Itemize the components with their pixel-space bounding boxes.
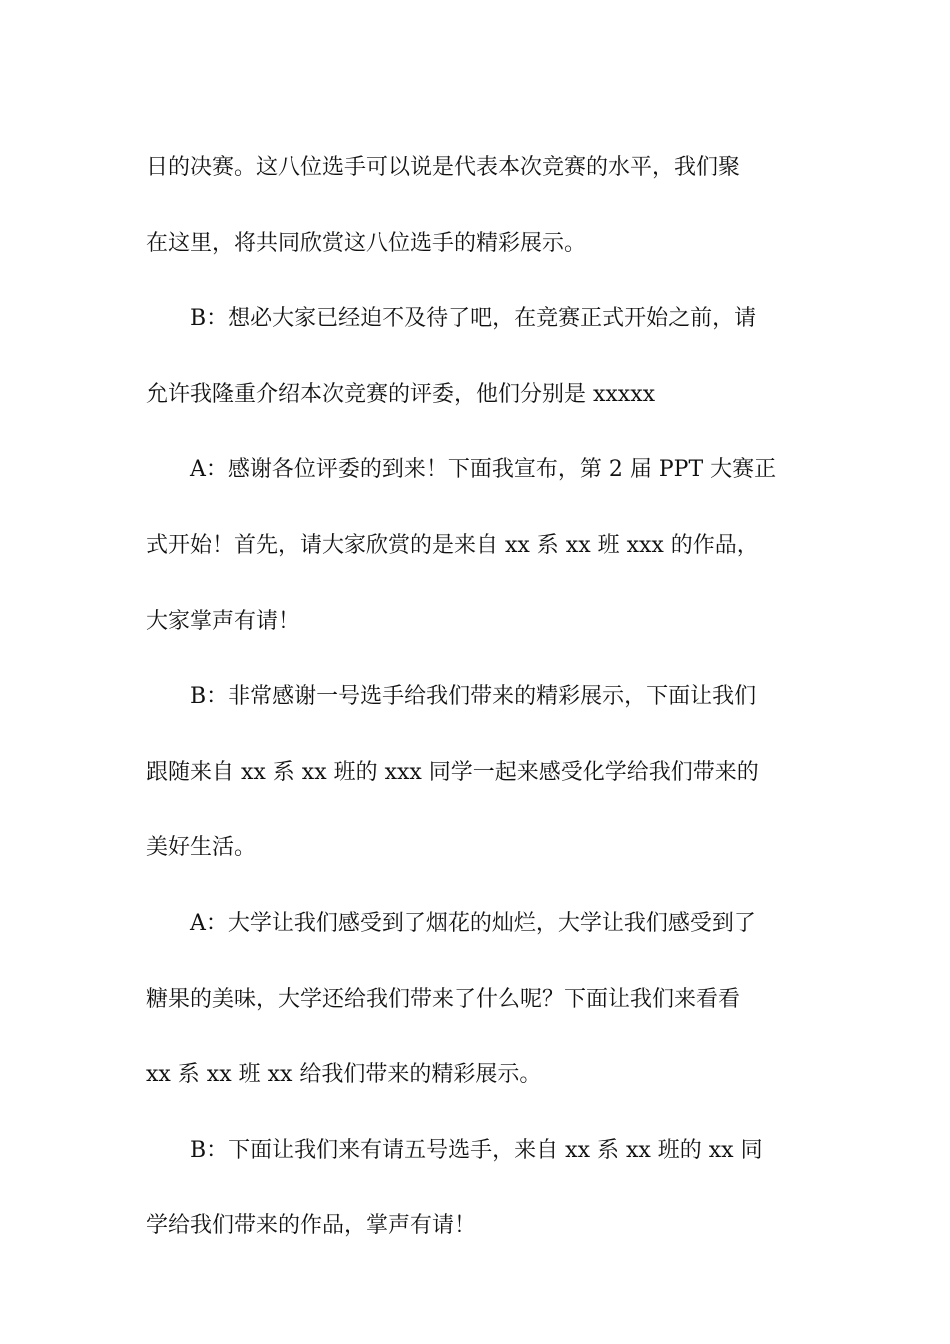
text-line: xx 系 xx 班 xx 给我们带来的精彩展示。	[146, 1062, 542, 1088]
text-line: A：感谢各位评委的到来！下面我宣布，第 2 届 PPT 大赛正	[190, 457, 777, 483]
text-line: B：想必大家已经迫不及待了吧，在竞赛正式开始之前，请	[190, 306, 757, 332]
text-line: 跟随来自 xx 系 xx 班的 xxx 同学一起来感受化学给我们带来的	[146, 759, 759, 785]
paragraph-host-a-university	[146, 886, 806, 1113]
text-line: 大家掌声有请！	[146, 608, 301, 634]
paragraph-host-b-fifth	[146, 1113, 806, 1264]
paragraph-host-b-second	[146, 659, 806, 886]
text-line: 允许我隆重介绍本次竞赛的评委，他们分别是 xxxxx	[146, 381, 656, 407]
text-line: B：下面让我们来有请五号选手，来自 xx 系 xx 班的 xx 同	[190, 1137, 763, 1163]
document-body	[146, 130, 806, 1264]
text-line: 式开始！首先，请大家欣赏的是来自 xx 系 xx 班 xxx 的作品，	[146, 532, 759, 558]
text-line: 日的决赛。这八位选手可以说是代表本次竞赛的水平，我们聚	[146, 155, 741, 180]
paragraph-continuation	[146, 130, 806, 281]
text-line: A：大学让我们感受到了烟花的灿烂，大学让我们感受到了	[190, 910, 756, 936]
paragraph-host-b-judges	[146, 281, 806, 432]
text-line: 在这里，将共同欣赏这八位选手的精彩展示。	[146, 230, 587, 256]
text-line: B：非常感谢一号选手给我们带来的精彩展示，下面让我们	[190, 684, 757, 710]
text-line: 学给我们带来的作品，掌声有请！	[146, 1213, 477, 1239]
text-line: 糖果的美味，大学还给我们带来了什么呢？下面让我们来看看	[146, 986, 741, 1012]
text-line: 美好生活。	[146, 835, 257, 861]
paragraph-host-a-opening	[146, 432, 806, 659]
